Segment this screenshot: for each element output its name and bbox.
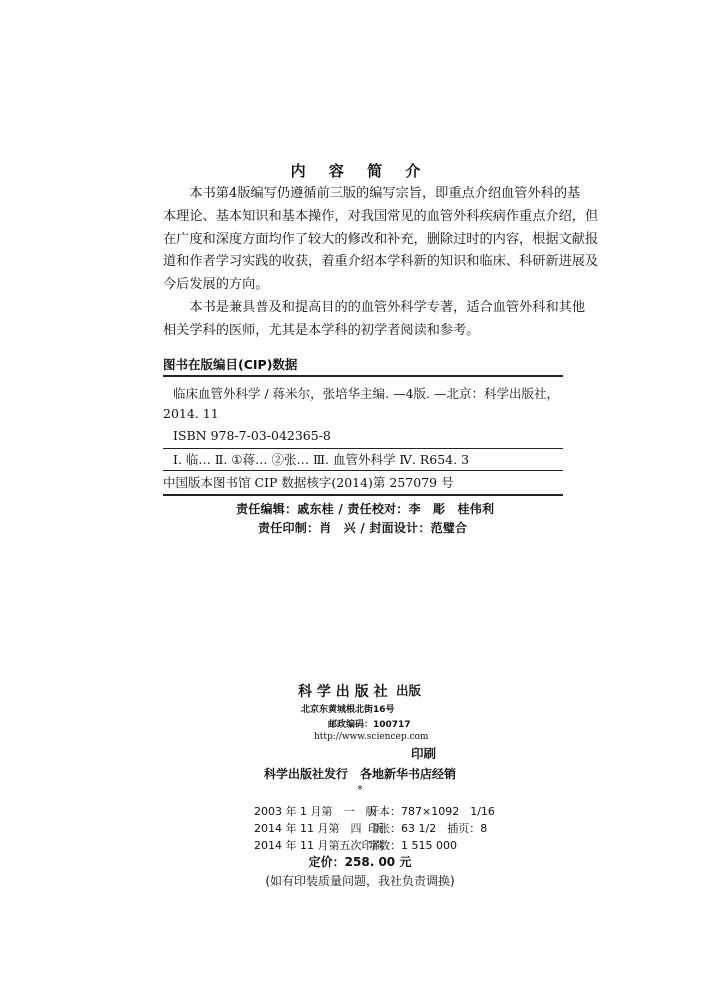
cip-bottom-rule: [163, 494, 563, 496]
edition-label: 字数：1 515 000: [368, 839, 457, 852]
publisher-website: http://www.sciencep.com: [314, 732, 429, 742]
intro-line: 今后发展的方向。: [163, 277, 269, 293]
intro-paragraph-2: [163, 297, 586, 343]
edition-row: [254, 837, 518, 853]
edition-date: 2014 年 11 月第 四 版: [254, 822, 384, 835]
intro-line: 本书是兼具普及和提高目的的血管外科学专著，适合血管外科和其他: [189, 300, 586, 315]
intro-title: 内 容 简 介: [290, 162, 430, 180]
cip-isbn: ISBN 978-7-03-042365-8: [173, 428, 331, 443]
publisher-address: 北京东黄城根北街16号: [301, 705, 395, 715]
cip-title-line: 临床血管外科学 / 蒋米尔，张培华主编. —4版. —北京：科学出版社，: [173, 386, 560, 401]
editor-credits: 责任编辑：戚东桂 / 责任校对：李 彫 桂伟利: [236, 502, 495, 516]
intro-line: 道和作者学习实践的收获，着重介绍本学科新的知识和临床、科研新进展及: [163, 254, 599, 270]
production-credits: 责任印制：肖 兴 / 封面设计：范璧合: [258, 521, 468, 535]
publisher-suffix: 出版: [396, 683, 422, 698]
cip-mid-rule: [163, 448, 563, 449]
intro-line: 本理论、基本知识和基本操作，对我国常见的血管外科疾病作重点介绍，但: [163, 208, 599, 224]
intro-line: 本书第4版编写仍遵循前三版的编写宗旨，即重点介绍血管外科的基: [189, 186, 581, 201]
cip-title-line-2: 2014. 11: [163, 406, 219, 421]
intro-line: 在广度和深度方面均作了较大的修改和补充，删除过时的内容，根据文献报: [163, 231, 599, 247]
cip-lower-rule: [163, 470, 563, 471]
intro-paragraph-1: [163, 183, 599, 297]
printer-suffix: 印刷: [411, 746, 437, 761]
publisher-logo: 科学出版社: [298, 684, 393, 700]
edition-date: 2003 年 1 月第 一 版: [254, 805, 377, 818]
edition-row: [254, 803, 518, 819]
price: 定价：258. 00 元: [308, 855, 412, 869]
edition-date: 2014 年 11 月第五次印刷: [254, 839, 384, 852]
edition-label: 开本：787×1092 1/16: [368, 805, 495, 818]
edition-row: [254, 820, 518, 836]
cip-verification: 中国版本图书馆 CIP 数据核字(2014)第 257079 号: [163, 475, 454, 490]
quality-notice: (如有印装质量问题，我社负责调换): [265, 874, 455, 888]
separator-star: *: [357, 783, 363, 796]
intro-line: 相关学科的医师，尤其是本学科的初学者阅读和参考。: [163, 322, 480, 338]
distribution-line: 科学出版社发行 各地新华书店经销: [263, 767, 456, 781]
cip-classification: Ⅰ. 临… Ⅱ. ①蒋… ②张… Ⅲ. 血管外科学 Ⅳ. R654. 3: [173, 452, 470, 467]
cip-heading: 图书在版编目(CIP)数据: [163, 357, 298, 372]
edition-label: 印张：63 1/2 插页：8: [368, 822, 488, 835]
publisher-postcode: 邮政编码：100717: [328, 720, 411, 730]
cip-top-rule: [163, 375, 563, 377]
